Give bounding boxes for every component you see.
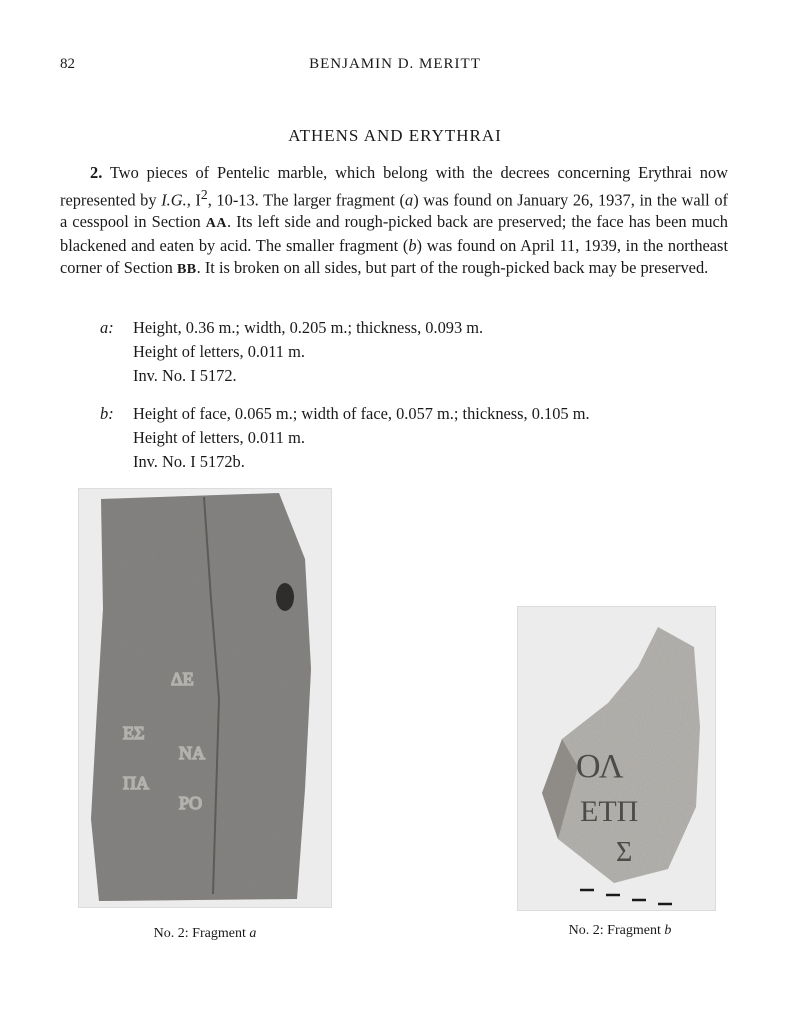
inventory-number-b: Inv. No. I 5172b.	[133, 452, 245, 471]
inscription-line: ΝΑ	[179, 743, 205, 763]
para-text-1: Two pieces of Pentelic marble, which belong with the decrees concerning Erythrai now represented by	[60, 163, 728, 210]
measurement-line	[100, 316, 740, 340]
measurement-line	[100, 402, 740, 426]
caption-fragment-a	[100, 926, 310, 942]
measurements-b	[100, 402, 740, 474]
measurement-dimensions-b: Height of face, 0.065 m.; width of face, 0.057 m.; thickness, 0.105 m.	[133, 404, 590, 423]
para-text-3: , 10-13. The larger fragment (	[207, 190, 405, 210]
caption-text: No. 2: Fragment	[568, 923, 665, 938]
paragraph-number: 2.	[90, 163, 103, 182]
fragment-a-stone	[79, 489, 331, 907]
inscription-line: ΟΛ	[576, 748, 624, 785]
measurement-dimensions-a: Height, 0.36 m.; width, 0.205 m.; thickness, 0.093 m.	[133, 318, 484, 337]
measurement-line	[100, 426, 740, 450]
section-bb: BB	[176, 262, 197, 278]
para-text-5: . Its left side and rough-picked back are preserved; the face has been much blackened and eaten by acid. The smaller fragment (	[60, 212, 728, 256]
measurement-label-a: a:	[100, 318, 114, 337]
measurement-line	[100, 450, 740, 474]
letter-height-a: Height of letters, 0.011 m.	[133, 342, 305, 361]
fragment-b-stone	[518, 607, 715, 910]
caption-fragment-b	[520, 923, 720, 939]
letter-height-b: Height of letters, 0.011 m.	[133, 428, 305, 447]
para-text-7: . It is broken on all sides, but part of the rough-picked back may be preserved.	[196, 258, 709, 278]
caption-letter: a	[249, 926, 257, 941]
caption-text: No. 2: Fragment	[153, 926, 250, 941]
section-aa: AA	[205, 216, 228, 232]
citation-superscript: 2	[200, 187, 208, 202]
para-text-6: ) was found on April 11, 1939, in the northeast corner of Section	[60, 236, 728, 278]
running-header	[60, 56, 730, 78]
inscription-line: Σ	[616, 837, 633, 868]
scale-bar	[580, 890, 672, 904]
fragment-a-ref: a	[404, 190, 414, 210]
body-paragraph	[60, 162, 728, 281]
measurements-a	[100, 316, 740, 388]
fragment-b-photo	[517, 606, 716, 911]
inscription-line: ΡΟ	[179, 793, 203, 813]
running-author: BENJAMIN D. MERITT	[309, 56, 481, 72]
inscription-line: ΕΣ	[123, 723, 145, 743]
para-text-2: , I	[186, 190, 201, 210]
inventory-number-a: Inv. No. I 5172.	[133, 366, 237, 385]
inscription-line: ΔΕ	[171, 669, 194, 689]
measurement-label-b: b:	[100, 404, 114, 423]
fragment-b-ref: b	[408, 236, 417, 256]
inscription-line: ΕΤΠ	[580, 795, 639, 828]
measurement-line	[100, 340, 740, 364]
para-text-4: ) was found on January 26, 1937, in the wall of a cesspool in Section	[60, 190, 728, 232]
inscription-line: ΠΑ	[123, 773, 149, 793]
caption-letter: b	[664, 923, 672, 938]
section-title: ATHENS AND ERYTHRAI	[288, 126, 502, 145]
citation-ig: I.G.	[161, 190, 187, 210]
fragment-a-photo	[78, 488, 332, 908]
measurement-line	[100, 364, 740, 388]
page-number: 82	[60, 56, 75, 72]
